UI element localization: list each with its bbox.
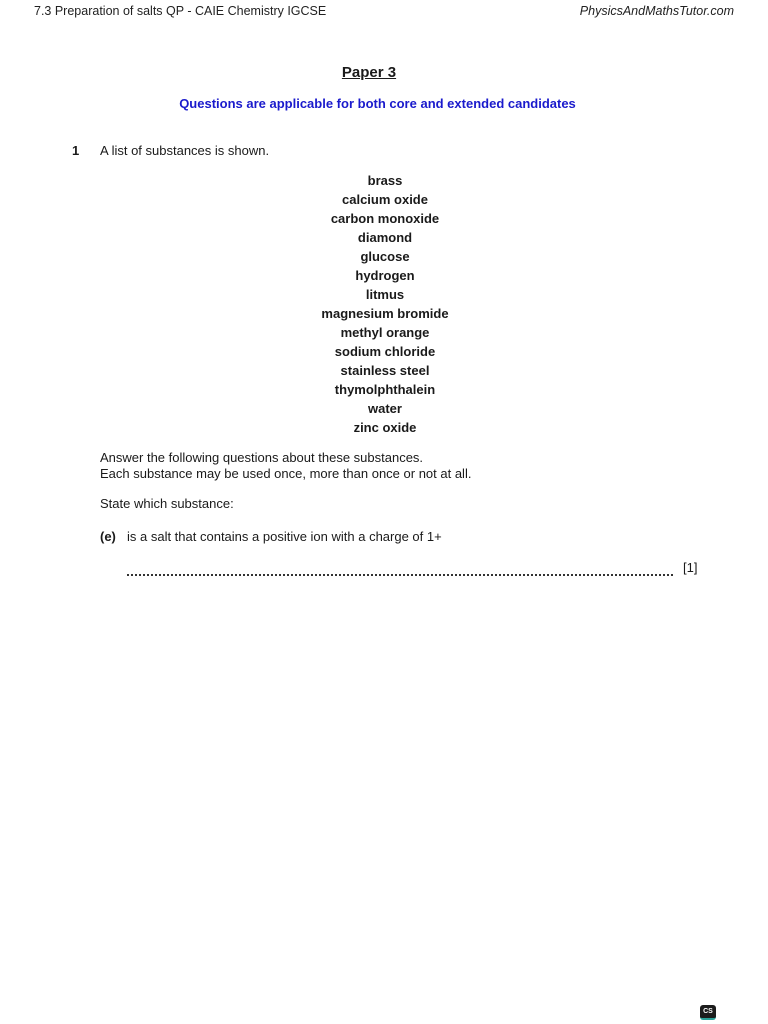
state-which-prompt: State which substance: [100,496,234,511]
substance-item: carbon monoxide [330,211,440,226]
instructions [100,450,471,482]
substance-item: water [368,401,402,416]
marks-indicator: [1] [683,560,698,575]
substance-item: litmus [365,287,405,302]
question-intro: A list of substances is shown. [100,143,270,158]
substance-item: brass [367,173,403,188]
substance-item: methyl orange [340,325,430,340]
question-number: 1 [72,143,80,158]
substance-item: zinc oxide [353,420,417,435]
substance-item: calcium oxide [342,192,428,207]
part-question-text: is a salt that contains a positive ion with a charge of 1+ [127,529,442,544]
substance-list [0,172,768,438]
instruction-line: Answer the following questions about these substances. [100,450,424,465]
substance-item: stainless steel [340,363,430,378]
substance-item: sodium chloride [334,344,436,359]
part-label: (e) [100,529,116,544]
instruction-line: Each substance may be used once, more than once or not at all. [100,466,472,481]
answer-line[interactable] [127,560,673,576]
substance-item: hydrogen [355,268,415,283]
header-site-name: PhysicsAndMathsTutor.com [579,4,734,18]
applicability-note: Questions are applicable for both core and extended candidates [179,96,576,111]
cs-logo-icon: CS [700,1005,716,1020]
substance-item: diamond [357,230,413,245]
substance-item: thymolphthalein [334,382,436,397]
header-document-title: 7.3 Preparation of salts QP - CAIE Chemistry IGCSE [34,4,327,18]
paper-title: Paper 3 [341,64,397,81]
substance-item: glucose [360,249,410,264]
substance-item: magnesium bromide [321,306,449,321]
